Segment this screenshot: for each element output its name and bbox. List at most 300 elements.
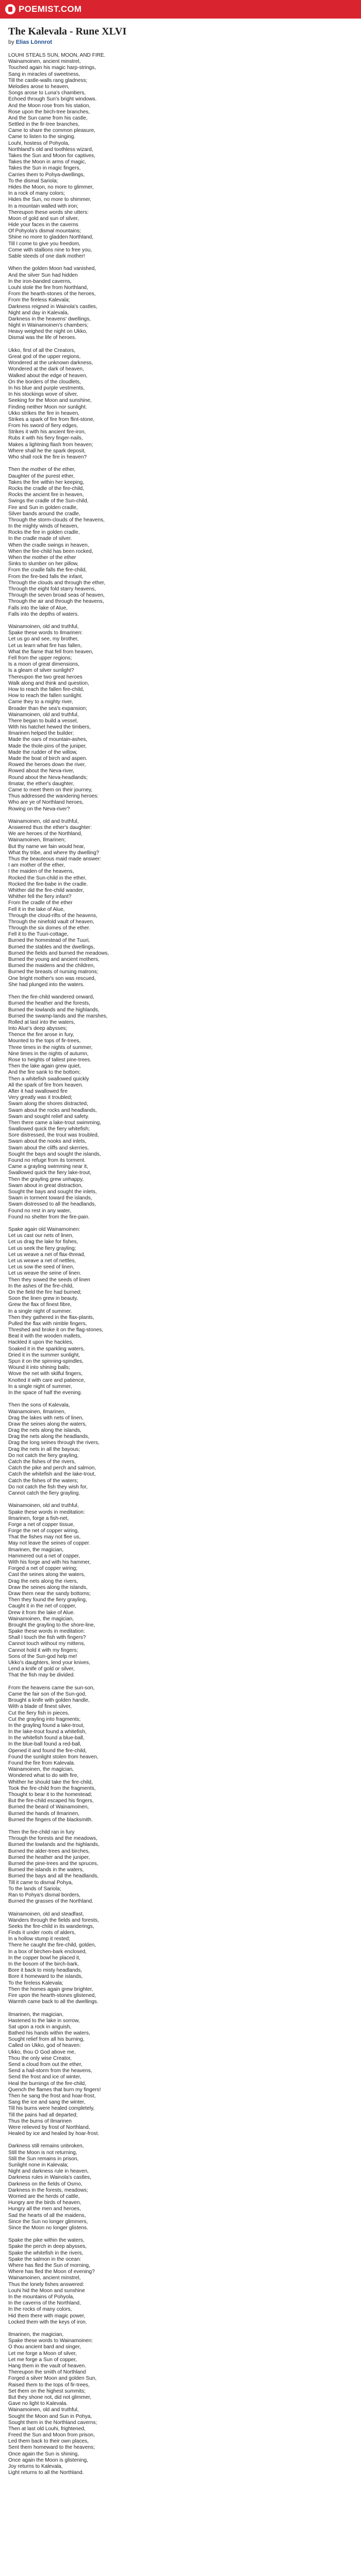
poem-line: Daughter of the purest ether, xyxy=(8,473,75,479)
poem-line: Songs arose to Luna's chambers, xyxy=(8,90,86,96)
poem-line: Till the pains had all departed; xyxy=(8,2112,78,2118)
poem-line: Through the ninefold vault of heaven, xyxy=(8,919,94,925)
poem-line: Hammered out a net of copper, xyxy=(8,1553,80,1559)
poem-line: Darkness reigned in Wainola's castles, xyxy=(8,303,97,310)
poem-line: With a blade of finest silver, xyxy=(8,1704,72,1710)
poem-line: Drag the nets in all the bayous; xyxy=(8,1446,80,1452)
poem-line: Sable steeds of one dark mother! xyxy=(8,253,85,259)
poem-line: Soaked it in the sparkling waters, xyxy=(8,1346,85,1352)
poem-line: Hides the Moon, no more to glimmer, xyxy=(8,184,94,190)
poem-line: Forged a net of copper wiring; xyxy=(8,1566,78,1572)
author-link[interactable]: Elias Lönnrot xyxy=(15,39,52,45)
poem-line: Darkness in the heavens' dwellings, xyxy=(8,316,91,322)
poem-line: Let us learn what fire has fallen, xyxy=(8,642,82,649)
poem-line: LOUHI STEALS SUN, MOON, AND FIRE. xyxy=(8,53,106,58)
poem-line: Bore it homeward to the islands, xyxy=(8,1974,83,1980)
poem-line: Found the sunlight stolen from heaven, xyxy=(8,1754,99,1760)
poem-line: Ukko's daughters, lend your knives, xyxy=(8,1660,91,1666)
poem-line: Darkness rules in Wainola's castles, xyxy=(8,2175,91,2181)
poem-line: Found no shelter from the fire-pain. xyxy=(8,1214,90,1220)
poem-line: Rocks the fire in golden cradle, xyxy=(8,530,80,536)
poem-line: And the Sun came from his castle, xyxy=(8,115,88,121)
poem-line: Into Alue's deep abysses; xyxy=(8,1026,68,1032)
poem-line: And the silver Sun had hidden xyxy=(8,272,78,278)
poem-line: Thence the fire arose in fury, xyxy=(8,1032,74,1038)
poem-line: Rose to heights of tallest pine-trees. xyxy=(8,1057,92,1063)
poem-body xyxy=(8,53,353,2476)
poem-line: Sought the Moon and Sun in Pohya, xyxy=(8,2413,92,2419)
poem-line: Finds it under roots of alders, xyxy=(8,1930,76,1936)
stanza xyxy=(8,1402,353,1497)
poem-line: Sat upon a rock in anguish, xyxy=(8,2024,72,2030)
poem-line: Takes the Moon in arms of magic, xyxy=(8,159,86,165)
poem-line: What the flame that fell from heaven, xyxy=(8,649,93,655)
poem-line: Through the cloud-rifts of the heavens, xyxy=(8,912,97,919)
poem-line: In his stockings wove of silver, xyxy=(8,392,78,398)
poem-line: Burned the beard of Wainamoinen, xyxy=(8,1804,89,1810)
poem-line: Burned the fields and burned the meadows, xyxy=(8,950,109,956)
stanza-gap xyxy=(8,1396,353,1402)
poem-line: Rocks the cradle of the fire-child, xyxy=(8,485,84,492)
poem-line: Wanders through the fields and forests, xyxy=(8,1917,99,1923)
poem-line: In a mountain walled with iron; xyxy=(8,203,78,209)
poem-line: Let us drag the lake for fishes, xyxy=(8,1239,78,1245)
poem-line: In the ashes of the fire-child, xyxy=(8,1283,74,1289)
stanza-gap xyxy=(8,461,353,467)
site-header xyxy=(0,0,361,19)
poem-line: Then the mother of the ether, xyxy=(8,467,76,473)
poem-line: Hides the Sun, no more to shimmer, xyxy=(8,197,92,203)
poem-line: Rowed about the Neva-river, xyxy=(8,768,74,774)
poem-line: Rowing on the Neva-river? xyxy=(8,806,70,812)
poem-line: Carries them to Pohya-dwellings, xyxy=(8,172,85,178)
poem-line: Ilmarinen, the magician, xyxy=(8,1547,64,1553)
poem-line: Fell from the upper regions; xyxy=(8,655,72,661)
stanza-gap xyxy=(8,1679,353,1685)
poem-line: In the lake-trout found a whitefish, xyxy=(8,1729,87,1735)
poem-line: Where shall he the spark deposit, xyxy=(8,448,86,454)
logo-text xyxy=(19,4,81,14)
poem-line: Made the thole-pins of the juniper, xyxy=(8,743,87,749)
poem-line: Thought to bear it to the homestead; xyxy=(8,1791,92,1798)
poem-line: Sent them homeward to the heavens; xyxy=(8,2445,95,2451)
poem-line: Sang in miracles of sweetness, xyxy=(8,71,80,77)
poem-line: When the cradle swings in heaven, xyxy=(8,542,89,548)
poem-line: Fell it in the lake of Alue, xyxy=(8,906,65,912)
byline xyxy=(8,39,353,45)
poem-line: Wainamoinen, the magician, xyxy=(8,1767,74,1773)
poem-line: Lend a knife of gold or silver, xyxy=(8,1666,75,1672)
poem-line: Seeks the fire-child in its wanderings, xyxy=(8,1923,94,1929)
poem-line: Worried are the herds of cattle, xyxy=(8,2193,80,2199)
poem-line: Swam in torment toward the islands, xyxy=(8,1195,92,1201)
poem-line: Then the sons of Kalevala, xyxy=(8,1402,70,1409)
poem-line: Drag the nets along the headlands, xyxy=(8,1434,90,1440)
poem-line: I the maiden of the heavens, xyxy=(8,869,74,875)
poem-line: Catch the whitefish and the lake-trout, xyxy=(8,1471,96,1478)
poem-line: Through the clouds and through the ether, xyxy=(8,580,105,586)
stanza-gap xyxy=(8,618,353,624)
stanza xyxy=(8,1227,353,1396)
poem-line: Where has fled the Moon of evening? xyxy=(8,2269,95,2275)
poem-line: Let us go and see, my brother, xyxy=(8,636,79,642)
poem-line: That the fish may be divided. xyxy=(8,1672,75,1679)
poem-line: Sought the bays and sought the islands, xyxy=(8,1151,101,1157)
poem-line: Draw them near the sandy bottoms; xyxy=(8,1590,91,1597)
poem-line: Burned the heather and the forests, xyxy=(8,1001,90,1007)
poem-line: In the mountains of Pohyola, xyxy=(8,2294,74,2300)
poem-line: In the blue-ball found a red-ball, xyxy=(8,1741,81,1748)
poem-line: Wainamoinen, the magician, xyxy=(8,1616,74,1622)
poem-line: She had plunged into the waters. xyxy=(8,981,85,988)
poem-line: In the copper bowl he placed it, xyxy=(8,1955,80,1961)
poem-line: Sought them in the Northland caverns; xyxy=(8,2419,97,2426)
poem-line: Rocked the fire-babe in the cradle. xyxy=(8,881,88,887)
poem-line: In the iron-banded caverns, xyxy=(8,278,72,284)
logo-suffix: IST.COM xyxy=(45,4,82,14)
poem-line: Let us weave a net of nettles, xyxy=(8,1258,76,1264)
poem-line: Led them back to their own places, xyxy=(8,2438,89,2445)
poem-line: Cannot hold it with my fingers; xyxy=(8,1647,78,1653)
poem-line: Beat it with the wooden mallets, xyxy=(8,1333,81,1340)
poem-line: Catch the fishes of the waters; xyxy=(8,1478,78,1484)
poem-line: How to reach the fallen fire-child, xyxy=(8,686,84,692)
poem-line: In the mighty winds of heaven, xyxy=(8,523,79,530)
poem-line: Fell it to the Tuuri-cottage, xyxy=(8,931,69,938)
poem-line: Drag the long seines through the rivers, xyxy=(8,1440,100,1446)
poem-line: In his blue and purple vestments, xyxy=(8,385,85,391)
poem-line: Louhi hid the Moon and sunshine xyxy=(8,2287,85,2294)
poem-line: Burned the lowlands and the highlands, xyxy=(8,1842,100,1848)
poem-line: Through the storm-clouds of the heavens, xyxy=(8,517,105,523)
stanza-gap xyxy=(8,2231,353,2238)
poem-line: Forged a silver Moon and golden Sun, xyxy=(8,2376,97,2382)
poem-line: Dried it in the summer sunlight, xyxy=(8,1352,80,1358)
site-logo[interactable] xyxy=(5,4,81,14)
poem-line: O thou ancient bard and singer, xyxy=(8,2344,81,2350)
poem-line: Forge a net of copper tissue, xyxy=(8,1521,75,1528)
poem-line: Who are ye of Northland heroes, xyxy=(8,800,84,806)
poem-line: Made the oars of mountain-ashes, xyxy=(8,737,88,743)
poem-line: Seeking for the Moon and sunshine, xyxy=(8,398,92,404)
poem-line: Ilmarinen, the magician, xyxy=(8,2332,64,2338)
poem-line: We are heroes of the Northland, xyxy=(8,831,83,837)
poem-line: Strikes it with his ancient fire-iron, xyxy=(8,429,86,435)
poem-line: Burned the islands in the waters, xyxy=(8,1867,84,1873)
poem-line: Do not catch the fish they wish for, xyxy=(8,1484,88,1490)
poem-line: Spake the whitefish in the rivers, xyxy=(8,2250,84,2256)
poem-line: Quench the flames that burn my fingers! xyxy=(8,2087,101,2093)
poem-line: Louhi stole the fire from Northland, xyxy=(8,284,88,291)
poem-line: Raised them to the tops of fir-trees, xyxy=(8,2382,90,2388)
poem-line: Spake again old Wainamoinen: xyxy=(8,1227,80,1233)
poem-line: From the hearth-stones of the heroes, xyxy=(8,291,96,297)
poem-line: Takes the Sun and Moon for captives, xyxy=(8,153,95,159)
poem-line: Wondered at the unknown darkness, xyxy=(8,360,93,366)
poem-line: Let us weave a net of flax-thread, xyxy=(8,1251,86,1258)
poem-line: Finding neither Moon nor sunlight. xyxy=(8,404,87,410)
poem-line: Ilmatar, the ether's daughter, xyxy=(8,781,74,787)
poem-line: Swam about the rocks and headlands, xyxy=(8,1107,97,1113)
poem-line: Walk along and think and question, xyxy=(8,680,89,686)
stanza xyxy=(8,1911,353,2006)
poem-line: One bright mother's son was rescued, xyxy=(8,975,96,981)
poem-line: That the fishes may not flee us, xyxy=(8,1534,81,1540)
poem-line: Burned the alder-trees and birches, xyxy=(8,1848,90,1854)
poem-line: Melodies arose to heaven, xyxy=(8,83,70,90)
poem-line: Spake the salmon in the ocean: xyxy=(8,2256,81,2262)
poem-line: Darkness in the forests, meadows; xyxy=(8,2187,88,2193)
poem-line: With his hatchet hewed the timbers, xyxy=(8,724,91,731)
poem-line: Then the fire-child ran in fury xyxy=(8,1829,75,1836)
poem-line: Burned the grasses of the Northland. xyxy=(8,1899,93,1905)
poem-line: Then the homes again grew brighter, xyxy=(8,1986,93,1992)
stanza xyxy=(8,819,353,988)
poem-line: Broader than the sea's expansion; xyxy=(8,705,87,711)
poem-line: Do not catch the fiery grayling, xyxy=(8,1452,79,1459)
poem-line: Once again the Sun is shining, xyxy=(8,2451,79,2457)
poem-line: Nine times in the nights of autumn, xyxy=(8,1050,89,1057)
poem-line: Through the air and through the heavens, xyxy=(8,599,104,605)
stanza-gap xyxy=(8,2326,353,2332)
poem-line: When the mother of the ether xyxy=(8,555,76,561)
poem-line: Wound it into shining balls; xyxy=(8,1365,70,1371)
poem-line: Made the rudder of the willow, xyxy=(8,749,78,755)
poem-line: Swallowed quick the fiery whitefish; xyxy=(8,1126,90,1132)
stanza xyxy=(8,348,353,461)
poem-line: In the whitefish found a blue-ball, xyxy=(8,1735,85,1741)
poem-line: Silver bands around the cradle, xyxy=(8,511,80,517)
poem-line: Very greatly was it troubled; xyxy=(8,1095,72,1101)
poem-line: Fire and Sun in golden cradle, xyxy=(8,504,78,511)
poem-line: Pulled the flax with nimble fingers, xyxy=(8,1320,87,1327)
poem-line: Darkness on the fields of Osmo, xyxy=(8,2181,83,2187)
poem-line: Spake these words in meditation: xyxy=(8,1629,85,1635)
logo-prefix: POEM xyxy=(19,4,45,14)
poem-line: Came to share the common pleasure, xyxy=(8,128,95,134)
poem-line: Hid them there with magic power, xyxy=(8,2313,86,2319)
poem-line: Thus the beauteous maid made answer: xyxy=(8,856,102,862)
stanza-gap xyxy=(8,260,353,266)
poem-line: Wondered at the dark of heaven, xyxy=(8,366,84,372)
poem-line: Then there came a lake-trout swimming, xyxy=(8,1120,102,1126)
poem-line: Still the Sun remains in prison, xyxy=(8,2156,79,2162)
poem-line: Takes the Sun in magic fingers, xyxy=(8,165,81,172)
poem-line: Hackled it upon the hackles, xyxy=(8,1340,74,1346)
poem-line: Cannot touch without my mittens, xyxy=(8,1641,86,1647)
poem-line: There began to build a vessel, xyxy=(8,718,78,724)
stanza-gap xyxy=(8,2005,353,2011)
poem-line: Ukko, first of all the Creators, xyxy=(8,347,76,353)
poem-line: All the spark of fire from heaven. xyxy=(8,1082,84,1088)
stanza-gap xyxy=(8,2137,353,2143)
stanza-gap xyxy=(8,1221,353,1227)
poem-line: In a single night of summer, xyxy=(8,1383,72,1389)
poem-line: Cannot catch the fiery grayling. xyxy=(8,1490,80,1496)
poem-line: Send a hail-storm from the heavens, xyxy=(8,2068,92,2074)
stanza xyxy=(8,1685,353,1823)
poem-line: Burned the young and ancient mothers, xyxy=(8,957,100,962)
stanza-gap xyxy=(8,988,353,994)
poem-line: Till I come to give you freedom, xyxy=(8,241,80,247)
poem-line: Healed by ice and healed by hoar-frost. xyxy=(8,2131,100,2137)
poem-line: Brought the grayling to the shore-line, xyxy=(8,1622,95,1628)
logo-icon xyxy=(5,4,15,14)
poem-line: From the heavens came the sun-son, xyxy=(8,1685,95,1691)
poem-line: Spun it on the spinning-spindles, xyxy=(8,1359,84,1364)
poem-line: Thereupon these words she utters: xyxy=(8,209,89,215)
poem-line: Swallowed quick the fiery lake-trout, xyxy=(8,1170,92,1176)
stanza xyxy=(8,2332,353,2476)
poem-title: The Kalevala - Rune XLVI xyxy=(8,26,127,37)
poem-line: Till it came to dismal Pohya, xyxy=(8,1879,73,1886)
stanza-gap xyxy=(8,1497,353,1503)
poem-line: Hastened to the lake in sorrow, xyxy=(8,2018,80,2024)
poem-line: Answered thus the ether's daughter: xyxy=(8,825,92,831)
poem-line: Is a gleam of silver sunlight? xyxy=(8,668,74,674)
poem-line: Night and day in Kalevala, xyxy=(8,310,69,316)
poem-line: Then a whitefish swallowed quickly xyxy=(8,1076,89,1082)
poem-line: Thus the burns of Ilmarinen xyxy=(8,2118,72,2124)
poem-line: What thy tribe, and where thy dwelling? xyxy=(8,850,100,856)
poem-line: Settled in the fir-tree branches, xyxy=(8,122,80,128)
poem-line: Spake these words to Wainamoinen: xyxy=(8,2338,93,2344)
poem-line: Cast the seines along the waters, xyxy=(8,1572,86,1578)
stanza-gap xyxy=(8,812,353,819)
poem-line: Wainamoinen, ancient minstrel, xyxy=(8,59,81,65)
poem-line: Came a grayling swimming near it, xyxy=(8,1164,88,1170)
poem-line: Then the grayling grew unhappy, xyxy=(8,1176,84,1182)
poem-line: Gave no light to Kalevala. xyxy=(8,2401,68,2407)
poem-line: Let us sow the seed of linen, xyxy=(8,1264,74,1270)
poem-line: Wainamoinen, old and truthful, xyxy=(8,2407,79,2413)
poem-line: Where has fled the Sun of morning, xyxy=(8,2263,90,2268)
poem-line: Rowed the heroes down the river, xyxy=(8,762,86,768)
poem-line: Send a cloud from out the ether, xyxy=(8,2062,83,2067)
poem-line: Burned the homestead of the Tuuri, xyxy=(8,938,90,944)
poem-line: Came to meet them on their journey, xyxy=(8,787,93,793)
poem-line: Burned the maidens and the children, xyxy=(8,963,95,969)
poem-line: Came they to a mighty river, xyxy=(8,699,73,705)
poem-line: Let me forge a Sun of copper, xyxy=(8,2357,77,2363)
poem-line: Hungry are the birds of heaven, xyxy=(8,2200,81,2206)
poem-line: Brought a knife with golden handle, xyxy=(8,1698,90,1704)
poem-line: Falls into the depths of waters. xyxy=(8,611,79,617)
poem-line: Made the boat of birch and aspen. xyxy=(8,756,88,761)
poem-line: Found no rest in any water, xyxy=(8,1208,71,1214)
poem-line: Came the fair son of the Sun-god, xyxy=(8,1691,87,1697)
byline-prefix: by xyxy=(8,39,14,45)
poem-line: Swings the cradle of the Sun-child, xyxy=(8,498,89,504)
poem-line: Send the frost and ice of winter, xyxy=(8,2074,81,2080)
stanza-gap xyxy=(8,1823,353,1829)
poem-line: Swam about the nooks and inlets, xyxy=(8,1139,87,1145)
poem-line: Thereupon the two great heroes xyxy=(8,674,83,680)
poem-line: Burned the breasts of nursing matrons; xyxy=(8,969,99,975)
poem-line: Threshed and broke it on the flag-stones, xyxy=(8,1327,104,1333)
poem-line: Swam and sought relief and safety. xyxy=(8,1113,89,1120)
poem-line: Then they sowed the seeds of linen xyxy=(8,1277,90,1283)
poem-line: When the golden Moon had vanished, xyxy=(8,266,96,272)
poem-line: Ran to Pohya's dismal borders, xyxy=(8,1892,80,1898)
poem-line: Were relieved by frost of Northland, xyxy=(8,2124,90,2130)
poem-line: Sunlight none in Kalevala; xyxy=(8,2162,69,2168)
poem-line: Sons of the Sun-god help me! xyxy=(8,1653,77,1659)
poem-line: Set them on the highest summits; xyxy=(8,2388,86,2394)
poem-line: Takes the fire within her keeping, xyxy=(8,479,84,485)
poem-line: Night and darkness rule in heaven, xyxy=(8,2168,89,2175)
poem-line: Whither did the fire-child wander, xyxy=(8,887,84,893)
poem-line: Found the fire from Kalevala. xyxy=(8,1760,75,1766)
poem-line: Then they found the fiery grayling, xyxy=(8,1597,87,1603)
poem-line: Night in Wainamoinen's chambers; xyxy=(8,323,89,329)
poem-line: Walked about the edge of heaven, xyxy=(8,372,88,379)
poem-line: Burned the pine-trees and the spruces, xyxy=(8,1861,99,1867)
poem-line: Thereupon the smith of Northland xyxy=(8,2369,86,2376)
stanza xyxy=(8,994,353,1221)
poem-line: From his sword of fiery edges, xyxy=(8,423,78,429)
poem-line: Heavy weighed the night on Ukko, xyxy=(8,329,88,335)
poem-line: Burned the bays and all the headlands, xyxy=(8,1873,99,1879)
poem-line: Wainamoinen, old and truthful, xyxy=(8,818,79,824)
poem-line: Sore distressed, the trout was troubled, xyxy=(8,1132,99,1139)
poem-line: Cut the grayling into fragments; xyxy=(8,1716,81,1722)
poem-line: Wainamoinen, ancient minstrel, xyxy=(8,2275,81,2281)
poem-line: Called on Ukko, god of heaven: xyxy=(8,2043,81,2049)
poem-line: Let me forge a Moon of silver, xyxy=(8,2350,77,2357)
poem-line: Dismal was the life of heroes. xyxy=(8,335,76,341)
poem-line: Sinks to slumber on her pillow, xyxy=(8,561,79,567)
poem-line: Till the castle-walls rang gladness; xyxy=(8,77,88,83)
poem-line: Rocked the Sun-child in the ether, xyxy=(8,875,87,881)
poem-line: Spake these words to Ilmarinen: xyxy=(8,630,83,636)
poem-line: But the fire-child escaped his fingers, xyxy=(8,1798,94,1804)
poem-line: From the fire-bed falls the infant, xyxy=(8,573,84,580)
poem-line: Wainamoinen, old and truthful, xyxy=(8,624,79,630)
poem-line: Once again the Moon is glistening, xyxy=(8,2457,88,2463)
poem-line: Is a moon of great dimensions, xyxy=(8,662,80,668)
poem-line: Ukko, thou O God above me, xyxy=(8,2049,76,2055)
poem-line: How to reach the fallen sunlight. xyxy=(8,693,83,699)
stanza-gap xyxy=(8,342,353,348)
poem-line: Caught it in the net of copper, xyxy=(8,1603,76,1609)
poem-line: Wondered what to do with fire, xyxy=(8,1773,79,1779)
poem-content xyxy=(8,26,353,2476)
poem-line: In a rock of many colors; xyxy=(8,191,65,197)
poem-line: Let us seek the fiery grayling; xyxy=(8,1245,76,1251)
poem-line: Draw the seines along the waters, xyxy=(8,1421,87,1427)
poem-line: Light returns to all the Northland. xyxy=(8,2470,84,2476)
poem-line: Shall I touch the fish with fingers? xyxy=(8,1635,86,1641)
stanza xyxy=(8,1829,353,1905)
poem-line: Since the Moon no longer glistens. xyxy=(8,2225,88,2231)
poem-line: Bore it back to misty headlands, xyxy=(8,1968,83,1974)
poem-line: Ilmarinen, forge a fish-net, xyxy=(8,1515,69,1521)
poem-line: Then the lake again grew quiet, xyxy=(8,1063,81,1070)
poem-line: Catch the pike and perch and salmon, xyxy=(8,1465,96,1471)
poem-line: To the fireless Kalevala; xyxy=(8,1980,63,1986)
poem-line: Hungry all the men and heroes, xyxy=(8,2206,81,2212)
poem-line: Then he sang the frost and hoar-frost, xyxy=(8,2093,96,2099)
poem-line: Rubs it with his fiery finger-nails, xyxy=(8,435,83,442)
poem-line: In the rocks of many colors, xyxy=(8,2307,72,2313)
stanza xyxy=(8,2143,353,2231)
poem-line: Grew the flax of finest fibre, xyxy=(8,1302,72,1308)
poem-line: In the caverns of the Northland, xyxy=(8,2300,81,2307)
poem-line: Makes a lightning flash from heaven; xyxy=(8,442,93,448)
poem-line: Round about the Neva-headlands; xyxy=(8,774,88,781)
poem-line: Moon of gold and sun of silver, xyxy=(8,215,79,222)
